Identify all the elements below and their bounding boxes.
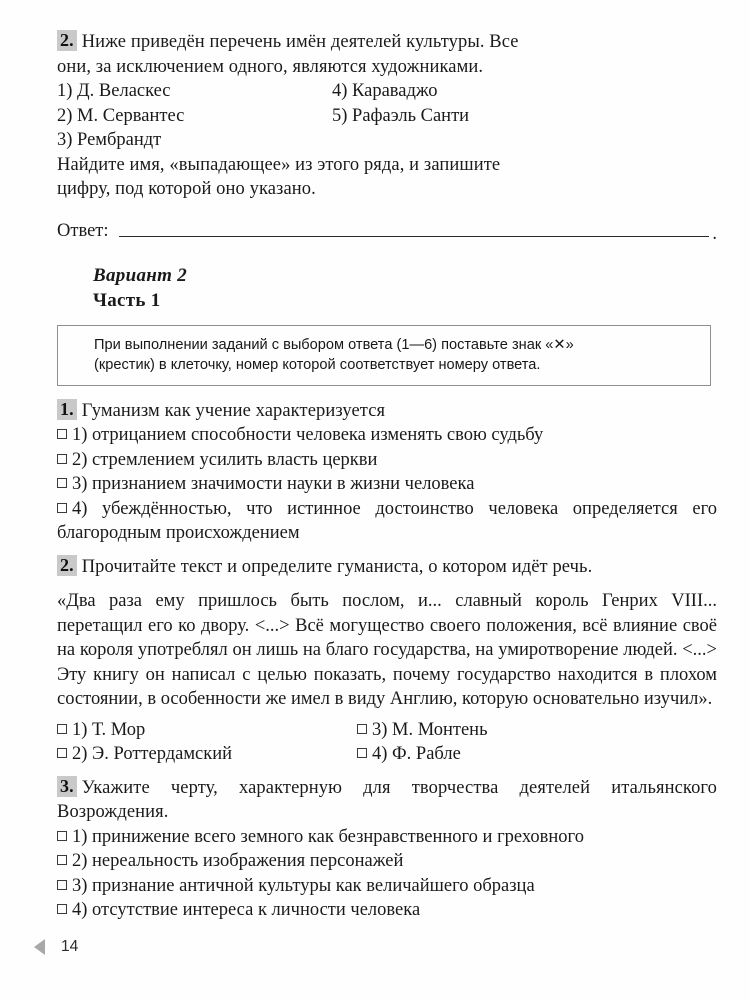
checkbox-icon[interactable]: [57, 503, 67, 513]
question-3-stem: Укажите черту, характерную для творчества деятелей итальянского Возрождения.: [57, 777, 717, 822]
answer-terminator: .: [712, 223, 717, 244]
option-label: 1) отрицанием способности человека изменять свою судьбу: [72, 425, 544, 445]
option-row[interactable]: [57, 423, 717, 448]
option-row[interactable]: [57, 472, 717, 497]
option-label: 2) нереальность изображения персонажей: [72, 851, 404, 871]
list-item: 3) Рембрандт: [57, 130, 162, 150]
task-previous-2: [57, 30, 717, 243]
page-number: 14: [61, 938, 79, 955]
option-label: 4) убеждённостью, что истинное достоинство человека определяется его благородным происхождением: [57, 498, 717, 543]
task-prev-instruction-line2: цифру, под которой оно указано.: [57, 179, 316, 199]
instruction-box: [57, 325, 711, 386]
task-prev-prompt: [57, 30, 717, 55]
triangle-left-icon[interactable]: [34, 939, 45, 955]
instruction-line-2: (крестик) в клеточку, номер которой соответствует номеру ответа.: [94, 357, 541, 373]
option-row[interactable]: [57, 874, 717, 899]
question-1-number: 1.: [57, 399, 77, 420]
option-row[interactable]: [57, 448, 717, 473]
question-2-stem-row: [57, 555, 717, 580]
checkbox-icon[interactable]: [57, 748, 67, 758]
task-prev-prompt-line2: они, за исключением одного, являются художниками.: [57, 56, 484, 77]
option-label: 2) стремлением усилить власть церкви: [72, 449, 378, 470]
option-label: 3) признание античной культуры как величайшего образца: [72, 875, 535, 896]
question-1-stem: Гуманизм как учение характеризуется: [81, 400, 386, 421]
question-1-options: [57, 423, 717, 546]
option-label: 4) отсутствие интереса к личности человека: [72, 900, 421, 920]
page-content: [57, 30, 717, 923]
option-label: 1) принижение всего земного как безнравственного и греховного: [72, 826, 584, 847]
task-prev-number: 2.: [57, 30, 77, 51]
list-item: 4) Караваджо: [332, 81, 438, 101]
list-item: 1) Д. Веласкес: [57, 81, 171, 101]
question-3-stem-row: [57, 776, 717, 825]
option-label: 1) Т. Мор: [72, 719, 146, 740]
checkbox-icon[interactable]: [57, 478, 67, 488]
checkbox-icon[interactable]: [57, 724, 67, 734]
task-prev-instruction-line1: Найдите имя, «выпадающее» из этого ряда, и запишите: [57, 154, 501, 175]
question-2-number: 2.: [57, 555, 77, 576]
task-prev-prompt-line1: Ниже приведён перечень имён деятелей культуры. Все: [81, 32, 519, 52]
checkbox-icon[interactable]: [57, 454, 67, 464]
option-row[interactable]: [57, 849, 717, 874]
list-item: 2) М. Сервантес: [57, 105, 185, 126]
list-item: 5) Рафаэль Санти: [332, 105, 470, 126]
option-row[interactable]: [57, 898, 717, 923]
option-row[interactable]: [357, 742, 461, 767]
checkbox-icon[interactable]: [57, 855, 67, 865]
option-row[interactable]: [57, 497, 717, 546]
question-1: [57, 399, 717, 546]
option-label: 3) М. Монтень: [372, 719, 488, 740]
page-footer: [34, 938, 78, 956]
checkbox-icon[interactable]: [357, 748, 367, 758]
option-row[interactable]: [57, 825, 717, 850]
question-3: [57, 776, 717, 923]
option-row[interactable]: [357, 718, 488, 743]
checkbox-icon[interactable]: [57, 904, 67, 914]
option-label: 4) Ф. Рабле: [372, 744, 461, 764]
question-2-stem: Прочитайте текст и определите гуманиста, о котором идёт речь.: [81, 556, 593, 577]
task-prev-options: [57, 79, 717, 153]
question-2-quote: «Два раза ему пришлось быть послом, и... славный король Генрих VIII... перетащил его ко двору. <...> Всё могущество своего положения, всё влияние своё на короля употреблял он лишь на благо государства, на умиротворение людей. <...> Эту книгу он написал с целью показать, почему государство находится в плохом состоянии, в особенности же имел в виду Англию, которую основательно изучил».: [57, 591, 717, 709]
checkbox-icon[interactable]: [57, 880, 67, 890]
option-label: 3) признанием значимости науки в жизни человека: [72, 474, 475, 494]
question-3-number: 3.: [57, 776, 77, 797]
variant-title: Вариант 2: [93, 264, 188, 286]
question-2-options: [57, 718, 717, 767]
option-label: 2) Э. Роттердамский: [72, 744, 233, 764]
checkbox-icon[interactable]: [357, 724, 367, 734]
instruction-line-1: При выполнении заданий с выбором ответа (1—6) поставьте знак «✕»: [94, 336, 574, 353]
question-3-options: [57, 825, 717, 923]
answer-label: Ответ:: [57, 220, 109, 241]
checkbox-icon[interactable]: [57, 831, 67, 841]
variant-heading: [57, 263, 717, 313]
part-title: Часть 1: [93, 289, 161, 311]
question-1-stem-row: [57, 399, 717, 424]
checkbox-icon[interactable]: [57, 429, 67, 439]
answer-field-row: [57, 219, 717, 243]
answer-write-in-line[interactable]: [119, 235, 710, 237]
question-2: [57, 555, 717, 767]
